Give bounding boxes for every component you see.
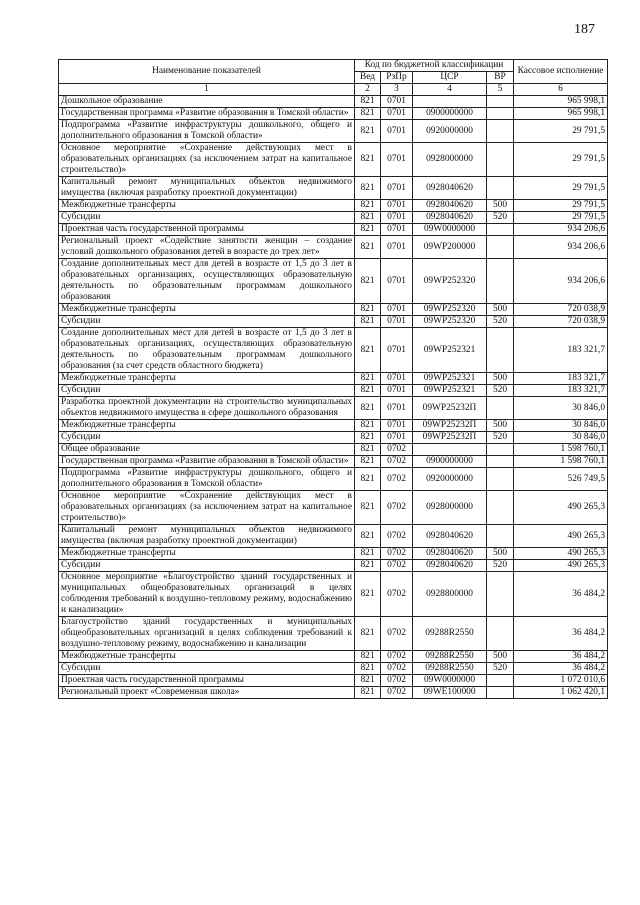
table-row [59,444,608,456]
table-row [59,456,608,468]
row-amount: 934 206,6 [514,259,608,304]
row-ved: 821 [355,212,381,224]
row-vr [487,444,514,456]
row-amount: 36 484,2 [514,651,608,663]
row-csr: 09288R2550 [413,617,487,651]
row-amount: 29 791,5 [514,200,608,212]
row-rzpr: 0701 [381,432,413,444]
row-ved: 821 [355,663,381,675]
row-rzpr: 0702 [381,651,413,663]
header-classification-group: Код по бюджетной классификации [355,60,514,72]
page-number: 187 [574,22,595,37]
row-amount: 29 791,5 [514,120,608,143]
row-rzpr: 0701 [381,397,413,420]
header-col-number: 5 [487,84,514,96]
row-rzpr: 0702 [381,444,413,456]
row-csr: 0928040620 [413,560,487,572]
row-amount: 36 484,2 [514,663,608,675]
row-ved: 821 [355,491,381,525]
row-name: Создание дополнительных мест для детей в возрасте от 1,5 до 3 лет в образовательных организациях, осуществляющих образовательную деятельность по образовательным программам дошкольного образования [59,259,355,304]
row-rzpr: 0701 [381,236,413,259]
row-amount: 965 998,1 [514,96,608,108]
row-amount: 490 265,3 [514,560,608,572]
row-amount: 1 598 760,1 [514,444,608,456]
table-row [59,316,608,328]
row-amount: 490 265,3 [514,525,608,548]
row-vr: 500 [487,651,514,663]
row-vr [487,224,514,236]
row-ved: 821 [355,397,381,420]
row-rzpr: 0702 [381,572,413,617]
row-vr [487,177,514,200]
row-rzpr: 0702 [381,675,413,687]
row-name: Разработка проектной документации на строительство муниципальных объектов недвижимого имущества в сфере дошкольного образования [59,397,355,420]
row-name: Субсидии [59,385,355,397]
row-ved: 821 [355,572,381,617]
table-row [59,675,608,687]
table-row [59,420,608,432]
row-rzpr: 0701 [381,108,413,120]
row-amount: 965 998,1 [514,108,608,120]
row-vr [487,456,514,468]
table-row [59,687,608,699]
table-row [59,525,608,548]
table-row [59,259,608,304]
header-csr: ЦСР [413,72,487,84]
row-vr [487,397,514,420]
row-rzpr: 0701 [381,120,413,143]
row-name: Проектная часть государственной программы [59,675,355,687]
table-row [59,663,608,675]
row-rzpr: 0701 [381,177,413,200]
row-ved: 821 [355,617,381,651]
row-rzpr: 0702 [381,468,413,491]
row-vr: 500 [487,420,514,432]
table-row [59,560,608,572]
row-vr [487,143,514,177]
table-body [59,96,608,699]
row-name: Межбюджетные трансферты [59,420,355,432]
row-vr: 520 [487,560,514,572]
row-csr: 09WP25232П [413,432,487,444]
row-csr: 0928040620 [413,525,487,548]
table-row [59,236,608,259]
row-vr [487,328,514,373]
row-vr: 520 [487,316,514,328]
row-amount: 29 791,5 [514,212,608,224]
row-name: Благоустройство зданий государственных и муниципальных общеобразовательных организаций в целях соблюдения требований к воздушно-тепловому режиму, водоснабжению и канализации [59,617,355,651]
row-vr: 520 [487,212,514,224]
row-amount: 183 321,7 [514,328,608,373]
row-name: Государственная программа «Развитие образования в Томской области» [59,456,355,468]
row-vr [487,491,514,525]
table-row [59,304,608,316]
row-rzpr: 0701 [381,224,413,236]
row-name: Субсидии [59,560,355,572]
row-ved: 821 [355,444,381,456]
row-rzpr: 0701 [381,328,413,373]
row-rzpr: 0702 [381,663,413,675]
row-ved: 821 [355,108,381,120]
row-name: Создание дополнительных мест для детей в возрасте от 1,5 до 3 лет в образовательных организациях, осуществляющих образовательную деятельность по образовательным программам дошкольного образования (за счет средств областного бюджета) [59,328,355,373]
row-name: Подпрограмма «Развитие инфраструктуры дошкольного, общего и дополнительного образования в Томской области» [59,120,355,143]
row-amount: 36 484,2 [514,572,608,617]
row-csr: 09WE100000 [413,687,487,699]
row-name: Субсидии [59,432,355,444]
row-ved: 821 [355,120,381,143]
table-row [59,373,608,385]
table-row [59,96,608,108]
header-vr: ВР [487,72,514,84]
row-rzpr: 0702 [381,617,413,651]
row-vr: 520 [487,385,514,397]
row-vr: 520 [487,663,514,675]
row-csr: 09288R2550 [413,663,487,675]
row-vr: 500 [487,304,514,316]
table-row [59,328,608,373]
row-csr [413,96,487,108]
row-ved: 821 [355,385,381,397]
row-csr: 0928800000 [413,572,487,617]
row-vr [487,108,514,120]
header-ved: Вед [355,72,381,84]
table-row [59,224,608,236]
row-amount: 490 265,3 [514,491,608,525]
row-rzpr: 0701 [381,420,413,432]
row-rzpr: 0702 [381,687,413,699]
row-ved: 821 [355,373,381,385]
row-name: Проектная часть государственной программы [59,224,355,236]
table-row [59,491,608,525]
row-name: Региональный проект «Современная школа» [59,687,355,699]
row-rzpr: 0702 [381,491,413,525]
row-ved: 821 [355,177,381,200]
row-vr: 500 [487,548,514,560]
row-ved: 821 [355,468,381,491]
row-ved: 821 [355,328,381,373]
row-ved: 821 [355,304,381,316]
row-csr: 0928040620 [413,212,487,224]
row-csr: 09W0000000 [413,224,487,236]
row-amount: 183 321,7 [514,385,608,397]
row-ved: 821 [355,675,381,687]
row-rzpr: 0702 [381,456,413,468]
row-rzpr: 0702 [381,548,413,560]
row-csr: 0900000000 [413,456,487,468]
row-csr: 0920000000 [413,120,487,143]
row-ved: 821 [355,236,381,259]
row-name: Межбюджетные трансферты [59,200,355,212]
header-name-column: Наименование показателей [59,60,355,84]
row-csr: 0900000000 [413,108,487,120]
row-ved: 821 [355,525,381,548]
row-vr [487,96,514,108]
row-csr: 09WP252320 [413,304,487,316]
row-name: Субсидии [59,663,355,675]
row-rzpr: 0701 [381,316,413,328]
row-csr: 0920000000 [413,468,487,491]
row-vr [487,236,514,259]
row-name: Подпрограмма «Развитие инфраструктуры дошкольного, общего и дополнительного образования в Томской области» [59,468,355,491]
table-row [59,468,608,491]
row-csr: 0928040620 [413,200,487,212]
row-csr: 09W0000000 [413,675,487,687]
table-row [59,120,608,143]
row-ved: 821 [355,96,381,108]
header-col-number: 4 [413,84,487,96]
row-csr: 0928040620 [413,548,487,560]
row-name: Межбюджетные трансферты [59,651,355,663]
row-ved: 821 [355,548,381,560]
row-vr [487,617,514,651]
table-row [59,572,608,617]
row-name: Межбюджетные трансферты [59,304,355,316]
row-name: Межбюджетные трансферты [59,548,355,560]
row-name: Капитальный ремонт муниципальных объектов недвижимого имущества (включая разработку проектной документации) [59,177,355,200]
row-csr: 09WP252320 [413,259,487,304]
row-vr: 500 [487,373,514,385]
row-csr: 09WP200000 [413,236,487,259]
row-ved: 821 [355,456,381,468]
row-csr: 0928000000 [413,143,487,177]
row-csr: 0928040620 [413,177,487,200]
row-rzpr: 0701 [381,143,413,177]
header-rzpr: РзПр [381,72,413,84]
header-col-number: 3 [381,84,413,96]
row-amount: 36 484,2 [514,617,608,651]
row-ved: 821 [355,224,381,236]
row-rzpr: 0702 [381,560,413,572]
row-amount: 934 206,6 [514,236,608,259]
header-col-number: 6 [514,84,608,96]
row-amount: 720 038,9 [514,316,608,328]
row-ved: 821 [355,200,381,212]
row-amount: 183 321,7 [514,373,608,385]
table-row [59,200,608,212]
row-name: Основное мероприятие «Благоустройство зданий государственных и муниципальных общеобразовательных организаций в целях соблюдения требований к воздушно-тепловому режиму, водоснабжению и канализации» [59,572,355,617]
row-ved: 821 [355,687,381,699]
row-rzpr: 0701 [381,373,413,385]
row-amount: 720 038,9 [514,304,608,316]
row-csr: 0928000000 [413,491,487,525]
table-row [59,212,608,224]
row-csr: 09WP252321 [413,328,487,373]
table-row [59,177,608,200]
row-name: Основное мероприятие «Сохранение действующих мест в образовательных организациях (за исключением затрат на капитальное строительство)» [59,143,355,177]
row-vr [487,120,514,143]
table-row [59,651,608,663]
row-rzpr: 0701 [381,200,413,212]
row-rzpr: 0701 [381,259,413,304]
row-amount: 29 791,5 [514,143,608,177]
table-row [59,548,608,560]
row-name: Капитальный ремонт муниципальных объектов недвижимого имущества (включая разработку проектной документации) [59,525,355,548]
row-name: Основное мероприятие «Сохранение действующих мест в образовательных организациях (за исключением затрат на капитальное строительство)» [59,491,355,525]
row-amount: 30 846,0 [514,420,608,432]
row-name: Региональный проект «Содействие занятости женщин – создание условий дошкольного образования детей в возрасте до трех лет» [59,236,355,259]
row-rzpr: 0701 [381,385,413,397]
table-row [59,397,608,420]
row-name: Общее образование [59,444,355,456]
row-ved: 821 [355,420,381,432]
row-vr: 500 [487,200,514,212]
row-rzpr: 0701 [381,304,413,316]
row-amount: 30 846,0 [514,432,608,444]
row-csr: 09WP252321 [413,373,487,385]
row-vr [487,675,514,687]
row-csr: 09WP25232П [413,397,487,420]
header-amount-column: Кассовое исполнение [514,60,608,84]
row-ved: 821 [355,259,381,304]
table-row [59,143,608,177]
row-amount: 490 265,3 [514,548,608,560]
row-csr: 09WP25232П [413,420,487,432]
row-ved: 821 [355,432,381,444]
row-ved: 821 [355,560,381,572]
row-rzpr: 0702 [381,525,413,548]
table-header [59,60,608,96]
row-csr: 09WP252320 [413,316,487,328]
row-vr [487,687,514,699]
row-ved: 821 [355,316,381,328]
row-ved: 821 [355,651,381,663]
row-vr [487,525,514,548]
row-amount: 29 791,5 [514,177,608,200]
row-name: Субсидии [59,212,355,224]
header-col-number: 2 [355,84,381,96]
row-vr: 520 [487,432,514,444]
row-amount: 934 206,6 [514,224,608,236]
table-row [59,432,608,444]
table-row [59,108,608,120]
row-amount: 1 072 010,6 [514,675,608,687]
row-rzpr: 0701 [381,212,413,224]
table-row [59,617,608,651]
row-name: Субсидии [59,316,355,328]
row-name: Дошкольное образование [59,96,355,108]
row-amount: 30 846,0 [514,397,608,420]
row-vr [487,259,514,304]
row-csr: 09288R2550 [413,651,487,663]
budget-table [58,59,608,699]
row-amount: 526 749,5 [514,468,608,491]
row-amount: 1 062 420,1 [514,687,608,699]
row-name: Государственная программа «Развитие образования в Томской области» [59,108,355,120]
row-vr [487,572,514,617]
row-amount: 1 598 760,1 [514,456,608,468]
row-rzpr: 0701 [381,96,413,108]
row-ved: 821 [355,143,381,177]
row-vr [487,468,514,491]
row-csr: 09WP252321 [413,385,487,397]
row-name: Межбюджетные трансферты [59,373,355,385]
table-row [59,385,608,397]
row-csr [413,444,487,456]
header-col-number: 1 [59,84,355,96]
